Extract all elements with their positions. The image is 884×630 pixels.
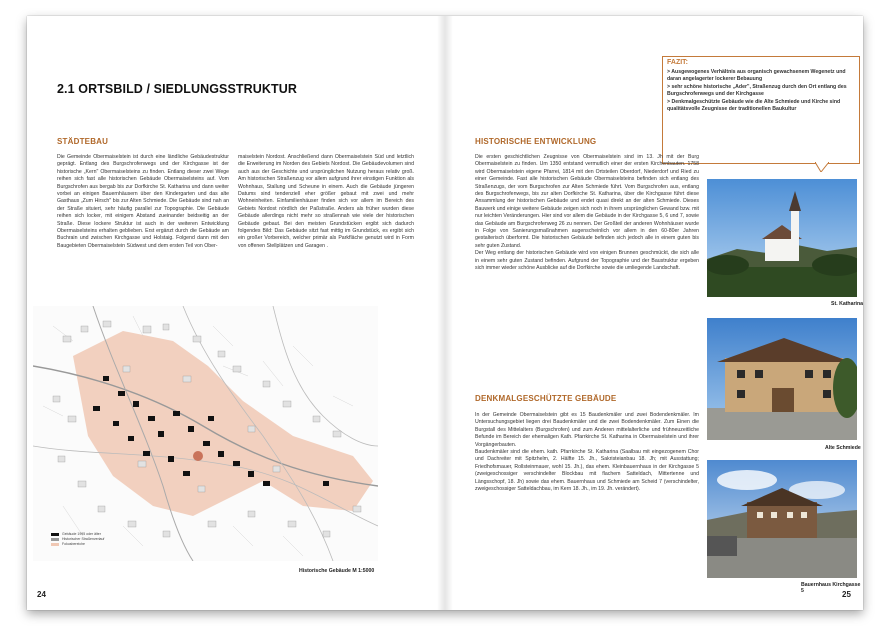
body-column-2: maiselstein Nordost. Anschließend dann Obermaiselstein Süd und letztlich die Erweiterung im Norden des Gebiets Nordost. Die Gebäudevolumen sind auch aus der Geschichte und ursprünglichen Nutzung heraus relativ groß. Am historischen Straßenzug vor allem aufgrund ihrer einstigen Funktion als Wohnhaus, Stallung und Scheune in einem. Auch die Gebäude jüngeren Datums sind tendenziell eher größer gebaut mit zwei und mehr Wohneinheiten. Einfamilienhäuser finden sich vor allem im Bereich des Gebiets Nordost nördlich der Paßstraße. Anders als früher wurden diese Gebäude allerdings nicht mehr so straßennah wie viele der historischen Gebäude gebaut. Bei den meisten Grundstücken ergibt sich dadurch folgendes Bild: Das Gebäude sitzt fast mittig im Grundstück, es ergibt sich ein großer Vorbereich, welcher primär als Parkfläche genutzt wird in Form von offenen Stellplätzen und Garagen . <box>238 154 414 249</box>
page-number-right: 25 <box>842 590 851 599</box>
monument-text <box>475 412 699 493</box>
history-paragraph-2: Der Weg entlang der historischen Gebäude wird von einigen Brunnen geschmückt, die sich alle in einem sehr guten Zustand befinden. Aufgrund der Topographie und der Baustruktur ergeben sich immer wieder schöne Ausblicke auf die Dorfkirche sowie die umliegende Landschaft. <box>475 250 699 272</box>
fazit-item: > Denkmalgeschützte Gebäude wie die Alte Schmiede und Kirche sind qualitätsvolle Zeugnisse der traditionellen Baukultur <box>667 98 841 113</box>
legend-focus-area: Fokusbereiche <box>62 542 85 546</box>
speech-pointer <box>815 162 829 172</box>
photo-bauernhaus-kirchgasse-5 <box>707 460 857 578</box>
fazit-box <box>662 56 860 164</box>
book-gutter <box>437 16 453 610</box>
left-page <box>27 16 445 610</box>
section-title-staedtebau: STÄDTEBAU <box>57 137 109 146</box>
settlement-map <box>33 306 378 561</box>
right-page <box>445 16 863 610</box>
history-paragraph-1: Die ersten geschichtlichen Zeugnisse von Obermaiselstein sind im 13. Jh mit der Burg Obermaiselstein zu finden. Um 1350 entstand vermutlich einer der ersten Kirchenbauten. 1758 wird Obermaiselstein eigene Pfarrei, 1814 mit den Ortsteilen Oberdorf, Niederdorf und Ried zu einer Gemeinde. Fast alle historischen Gebäude Obermaiselsteins befinden sich entlang des Straßenzugs, der vom Burgschrofen zur Alten Schmiede führt. Vom Burgschrofen aus, entlang des Burgschrofenwegs, bis zur alten Dorfkirche St. Katharina, über die Kirchgasse führt diese Ansammlung der historischen Gebäude und endet quasi direkt an der alten Schmiede. Dieses Bauwerk und einige weitere Gebäude zeigen sich noch in ihrem ursprünglichen Gewand bzw. mit nur leichten Veränderungen. Hier sind vor allem die Gebäude in der Kirchgasse 5, 6 und 7, sowie das Gebäude am Burgschrofenweg 26 zu nennen. Der Großteil der anderen Wohnhäuser wurde in Folge von Sanierungsmaßnahmen augenscheinlich vor allem in den 60-80er Jahren gestalterisch überformt. Die historischen Gebäude befinden sich jedoch alle in einem guten bis sehr guten Zustand. <box>475 154 699 249</box>
legend-historic-buildings: Gebäude 1995 oder älter <box>62 532 101 536</box>
book-spread <box>27 16 863 610</box>
fazit-item: > Ausgewogenes Verhältnis aus organisch gewachsenem Wegenetz und daran angelagerter lockerer Bebauung <box>667 69 846 83</box>
caption-st-katharina: St. Katharina <box>831 301 863 307</box>
photo-alte-schmiede <box>707 318 857 440</box>
body-column-1: Die Gemeinde Obermaiselstein ist durch eine ländliche Gebäudestruktur geprägt. Entlang des Burgschrofenwegs und der Kirchgasse ist der historische „Kern" Obermaiselsteins zu finden. Entlang dieser zwei Wege reihen sich fast alle historischen Gebäude Obermaiselsteins auf. Vom Burgschrofen aus bergab bis zur Dorfkirche St. Katharina und dann weiter vorbei an einigen Bauernhäusern über den Kindergarten und das alte Gasthaus „Zum Hirsch" bis zur Alten Schmiede. Die Gebäude sind nah an der Straße situiert, sehr häufig parallel zur Topographie. Die Gebäude reihen sich locker, mit einigem Abstand zueinander beidseitig an der Straße. Diese lockere Struktur ist auch in der weiteren Entwicklung Obermaiselsteins erhalten geblieben. Erst ergänzt durch die Gebäude am Buchrain und zwischen Kirchgasse und Holstaig. Folgend dann mit den Baugebieten Obermaiselstein Südwest und dem ersten Teil von Ober- <box>57 154 229 249</box>
history-text <box>475 154 699 273</box>
page-heading: 2.1 ORTSBILD / SIEDLUNGSSTRUKTUR <box>57 82 298 96</box>
photo-st-katharina <box>707 179 857 297</box>
section-title-historische-entwicklung: HISTORISCHE ENTWICKLUNG <box>475 137 597 146</box>
page-number-left: 24 <box>37 590 46 599</box>
fazit-item: > sehr schöne historische „Ader", Straßenzug durch den Ort entlang des Burgschrofenwegs und der Kirchgasse <box>667 83 847 98</box>
legend-historic-road: Historischer Straßenverlauf <box>62 537 105 541</box>
fazit-title: FAZIT: <box>667 59 688 66</box>
map-legend <box>51 532 104 547</box>
map-caption: Historische Gebäude M 1:5000 <box>299 568 375 574</box>
section-title-denkmalgeschuetzte-gebaeude: DENKMALGESCHÜTZTE GEBÄUDE <box>475 394 617 403</box>
monument-paragraph-2: Baudenkmäler sind die ehem. kath. Pfarrkirche St. Katharina (Saalbau mit eingezogenem Chor und Dachreiter mit Spitzhelm, 2. Hälfte 15. Jh., Sakristeianbau 18. Jh; mit Ausstattung; Friedhofsmauer, Rollsteinmauer, wohl 15. Jh.), das ehem. Kleinbauernhaus in der Kirchgasse 5 (zweigeschossiger verschindelter Blockbau mit flachem Satteldach, Mittertenne und Längsschopf, 18. Jh) sowie das ehem. Bauernhaus und Schmiede am Scheid 7 (verschindelter, zweigeschossiger Satteldachbau, im Kern 18. Jh., im 19. Jh. verändert). <box>475 449 699 493</box>
fazit-list <box>667 69 855 113</box>
monument-paragraph-1: In der Gemeinde Obermaiselstein gibt es 15 Baudenkmäler und zwei Bodendenkmäler. Im Untersuchungsgebiet liegen drei Baudenkmäler und die zwei Bodendenkmäler. Zum Einen die Burgstall des Mittelalters (Burgschrofen) und zum Anderen mittelalterliche und frühneuzeitliche Befunde im Bereich der ehemaligen Kath. Pfarrkirche St. Katharina in Obermaiselstein und ihrer Vorgängerbauten. <box>475 412 699 448</box>
caption-bauernhaus: Bauernhaus Kirchgasse 5 <box>801 582 861 594</box>
caption-alte-schmiede: Alte Schmiede <box>825 445 861 451</box>
